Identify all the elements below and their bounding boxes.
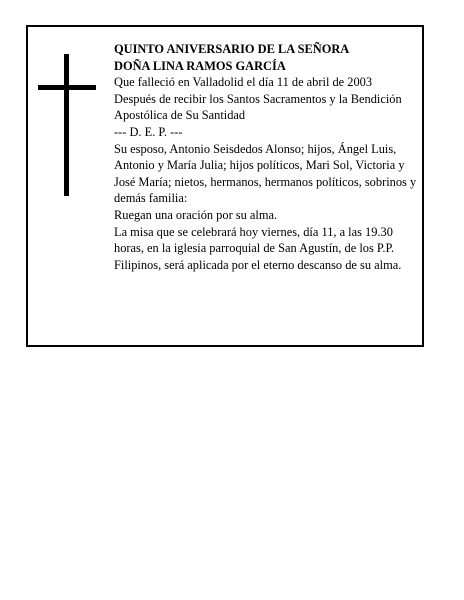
family-list: Su esposo, Antonio Seisdedos Alonso; hijos, Ángel Luis, Antonio y María Julia; hijos políticos, Mari Sol, Victoria y José María; nietos, hermanos, hermanos políticos, sobrinos y demás familia: [114, 141, 417, 206]
cross-vertical-bar [64, 54, 69, 196]
obituary-text [114, 41, 420, 273]
prayer-request: Ruegan una oración por su alma. [114, 207, 278, 222]
sacraments-text: Después de recibir los Santos Sacramentos y la Bendición Apostólica de Su Santidad [114, 91, 402, 123]
obituary-title-line-2: DOÑA LINA RAMOS GARCÍA [114, 58, 286, 73]
rip-text: --- D. E. P. --- [114, 124, 183, 139]
obituary-title-line-1: QUINTO ANIVERSARIO DE LA SEÑORA [114, 42, 350, 56]
cross-horizontal-bar [38, 85, 96, 90]
mass-info: La misa que se celebrará hoy viernes, día 11, a las 19.30 horas, en la iglesia parroquial de San Agustín, de los P.P. Filipinos, será aplicada por el eterno descanso de su alma. [114, 224, 402, 272]
death-info: Que falleció en Valladolid el día 11 de abril de 2003 [114, 75, 373, 90]
